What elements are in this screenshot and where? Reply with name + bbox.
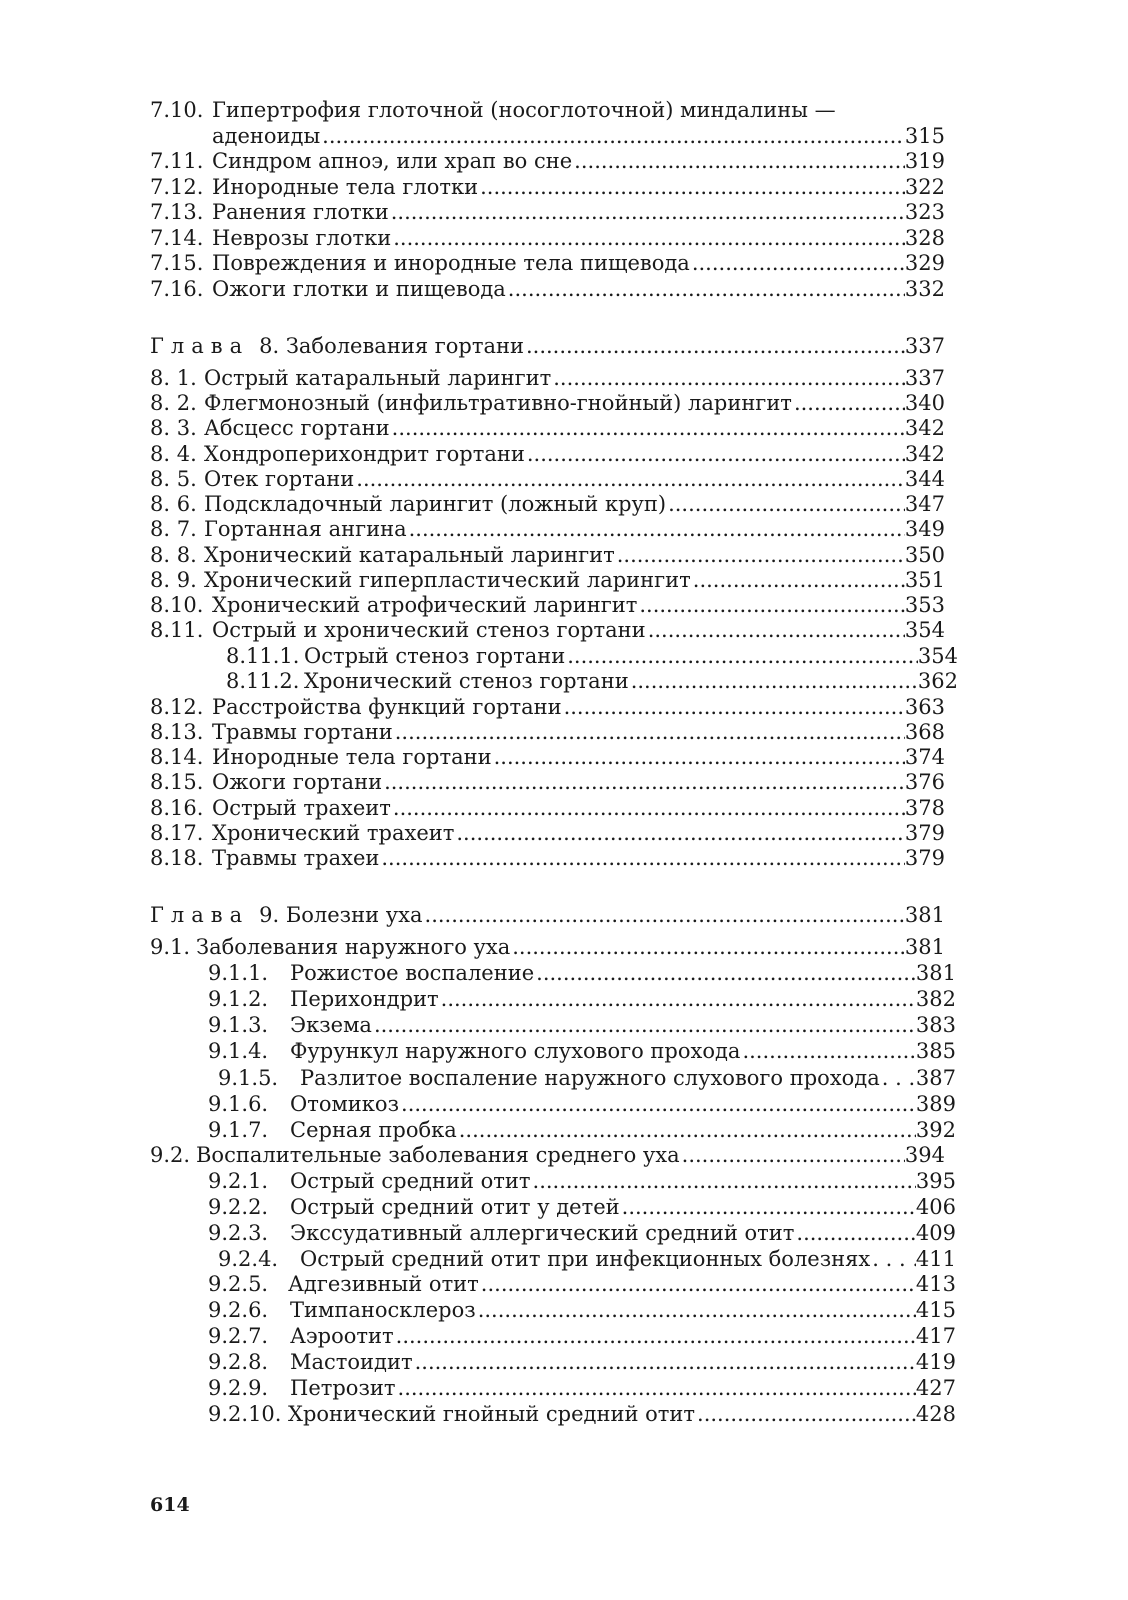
toc-entry-page: 378: [904, 796, 945, 820]
toc-entry-number: 8.15.: [150, 770, 204, 794]
toc-entry: [208, 1038, 956, 1064]
toc-entry-page: 406: [915, 1195, 956, 1219]
toc-entry: [208, 960, 956, 986]
toc-entry-title: Гортанная ангина: [204, 517, 407, 541]
toc-entry-page: 332: [904, 277, 945, 301]
toc-entry-title: Острый средний отит у детей: [290, 1195, 620, 1219]
toc-entry: [208, 1271, 956, 1297]
toc-entry-page: 417: [915, 1324, 956, 1348]
toc-entry-number: 8.18.: [150, 846, 204, 870]
toc-entry-number: 8. 7.: [150, 517, 197, 541]
dot-leader: [526, 333, 905, 359]
dot-leader: [392, 415, 905, 441]
toc-entry-number: 8. 2.: [150, 391, 197, 415]
chapter-page: 381: [904, 903, 945, 927]
toc-entry-number: 9.1.7.: [208, 1118, 269, 1142]
toc-entry-page: 409: [915, 1221, 956, 1245]
toc-entry-title: Хронический гиперпластический ларингит: [204, 568, 691, 592]
toc-entry-page: 376: [904, 770, 945, 794]
toc-entry-number: 9.2.10.: [208, 1402, 282, 1426]
dot-leader: [536, 960, 916, 986]
toc-entry: [208, 1168, 956, 1194]
toc-entry-number: 8.14.: [150, 745, 204, 769]
page-number: 614: [150, 1494, 190, 1516]
toc-entry: [208, 986, 956, 1012]
toc-entry-title: Ранения глотки: [212, 200, 389, 224]
toc-entry-number: 8.13.: [150, 720, 204, 744]
toc-entry-title: Мастоидит: [290, 1350, 413, 1374]
toc-entry-page: 379: [904, 821, 945, 845]
toc-entry: [150, 542, 945, 568]
dot-leader: [381, 845, 905, 871]
toc-entry-page: 329: [904, 251, 945, 275]
toc-entry-page: 374: [904, 745, 945, 769]
toc-entry: [150, 934, 945, 960]
toc-entry-page: 392: [915, 1118, 956, 1142]
toc-entry-page: 394: [904, 1143, 945, 1167]
toc-entry-page: 340: [904, 391, 945, 415]
dot-leader: [682, 1142, 905, 1168]
chapter-label: Глава: [150, 334, 250, 358]
toc-entry-page: 322: [904, 175, 945, 199]
dot-leader: [553, 365, 905, 391]
toc-entry-number: 7.13.: [150, 200, 204, 224]
toc-entry-number: 8. 3.: [150, 416, 197, 440]
toc-entry: [150, 491, 945, 517]
toc-entry-number: 7.11.: [150, 149, 204, 173]
toc-entry-page: 323: [904, 200, 945, 224]
toc-entry-number: 8. 6.: [150, 492, 197, 516]
toc-entry-title: Разлитое воспаление наружного слухового прохода: [300, 1066, 880, 1090]
toc-entry-number: 9.2.6.: [208, 1298, 269, 1322]
toc-entry-number: 9.2.1.: [208, 1169, 269, 1193]
dot-leader: [564, 694, 905, 720]
toc-entry-number: 8. 5.: [150, 467, 197, 491]
toc-entry-number: 8. 4.: [150, 442, 197, 466]
toc-entry: [208, 1012, 956, 1038]
toc-entry-number: 9.2.: [150, 1143, 191, 1167]
dot-leader: [401, 1091, 916, 1117]
toc-entry-title: Хронический гнойный средний отит: [288, 1402, 696, 1426]
dot-leader: [395, 719, 905, 745]
dot-leader: [622, 1194, 916, 1220]
toc-entry-page: 428: [915, 1402, 956, 1426]
toc-entry: [150, 250, 945, 276]
toc-entry-page: 381: [915, 961, 956, 985]
toc-entry-title: Хондроперихондрит гортани: [204, 442, 525, 466]
toc-entry-number: 8.12.: [150, 695, 204, 719]
dot-leader: [527, 441, 905, 467]
toc-entry-title: Хронический стеноз гортани: [304, 669, 629, 693]
toc-entry-title: Ожоги гортани: [212, 770, 383, 794]
toc-entry-page: 381: [904, 935, 945, 959]
toc-entry-page: 354: [917, 644, 958, 668]
dot-leader: [794, 390, 905, 416]
chapter-page: 337: [904, 334, 945, 358]
dot-leader: [574, 148, 905, 174]
toc-entry-title: Экссудативный аллергический средний отит: [290, 1221, 795, 1245]
toc-entry: [150, 592, 945, 618]
toc-entry-page: 363: [904, 695, 945, 719]
toc-entry-title: Серная пробка: [290, 1118, 457, 1142]
toc-entry: [150, 466, 945, 492]
toc-entry-title: Травмы трахеи: [212, 846, 380, 870]
toc-entry: [218, 1246, 956, 1272]
toc-entry: [150, 795, 945, 821]
dot-leader: [639, 592, 905, 618]
dot-leader: [494, 744, 905, 770]
dot-leader: [441, 986, 916, 1012]
toc-entry: [150, 276, 945, 302]
toc-entry-page: 337: [904, 366, 945, 390]
toc-entry-number: 9.2.9.: [208, 1376, 269, 1400]
toc-entry-title: Травмы гортани: [212, 720, 393, 744]
toc-entry-page: 389: [915, 1092, 956, 1116]
toc-entry-number: 7.14.: [150, 226, 204, 250]
toc-entry-title: Неврозы глотки: [212, 226, 392, 250]
toc-entry: [226, 668, 958, 694]
toc-entry-page: 344: [904, 467, 945, 491]
toc-entry-number: 9.1.: [150, 935, 191, 959]
toc-entry: [150, 769, 945, 795]
toc-entry-title: Рожистое воспаление: [290, 961, 535, 985]
toc-entry-number: 8.11.2.: [226, 669, 300, 693]
toc-entry: [150, 365, 945, 391]
dot-leader: [533, 1168, 916, 1194]
dot-leader: [393, 225, 905, 251]
toc-entry-title: Гипертрофия глоточной (носоглоточной) миндалины —: [212, 98, 836, 122]
toc-entry: [208, 1323, 956, 1349]
dot-leader: [617, 542, 905, 568]
toc-entry-title: Флегмонозный (инфильтративно-гнойный) ларингит: [204, 391, 792, 415]
toc-entry-title: Острый средний отит при инфекционных болезнях: [300, 1247, 871, 1271]
toc-entry-title: Острый катаральный ларингит: [204, 366, 552, 390]
toc-entry-title: аденоиды: [212, 124, 321, 148]
dot-leader: [882, 1065, 916, 1091]
toc-entry-page: 349: [904, 517, 945, 541]
toc-entry-number: 7.16.: [150, 277, 204, 301]
toc-entry-title: Перихондрит: [290, 987, 439, 1011]
toc-entry-title: Острый средний отит: [290, 1169, 531, 1193]
toc-entry: [208, 1220, 956, 1246]
dot-leader: [391, 199, 905, 225]
dot-leader: [393, 795, 905, 821]
toc-entry-page: 328: [904, 226, 945, 250]
dot-leader: [396, 1323, 916, 1349]
chapter-label: Глава: [150, 903, 250, 927]
chapter-title: 8. Заболевания гортани: [259, 334, 524, 358]
toc-entry-page: 319: [904, 149, 945, 173]
toc-entry-number: 9.2.2.: [208, 1195, 269, 1219]
toc-entry: [150, 441, 945, 467]
toc-entry-title: Хронический катаральный ларингит: [204, 543, 615, 567]
toc-entry-number: 8. 1.: [150, 366, 197, 390]
toc-entry-title: Адгезивный отит: [288, 1272, 479, 1296]
toc-entry: [212, 123, 945, 149]
toc-entry-number: 8.11.: [150, 618, 204, 642]
toc-entry-title: Фурункул наружного слухового прохода: [290, 1039, 741, 1063]
toc-entry-title: Хронический трахеит: [212, 821, 455, 845]
dot-leader: [693, 567, 905, 593]
toc-entry-title: Заболевания наружного уха: [196, 935, 511, 959]
toc-entry-number: 8. 9.: [150, 568, 197, 592]
toc-entry: [208, 1194, 956, 1220]
dot-leader: [512, 934, 905, 960]
toc-entry-page: 382: [915, 987, 956, 1011]
dot-leader: [459, 1117, 916, 1143]
toc-entry: [150, 199, 945, 225]
toc-entry: [150, 617, 945, 643]
toc-entry: [150, 567, 945, 593]
toc-entry-title: Повреждения и инородные тела пищевода: [212, 251, 690, 275]
toc-entry-title: Синдром апноэ, или храп во сне: [212, 149, 573, 173]
dot-leader: [631, 668, 918, 694]
toc-entry-number: 9.2.3.: [208, 1221, 269, 1245]
dot-leader: [872, 1246, 916, 1272]
chapter-heading: [150, 333, 945, 359]
toc-entry-title: Инородные тела глотки: [212, 175, 479, 199]
dot-leader: [692, 250, 905, 276]
toc-entry-page: 383: [915, 1013, 956, 1037]
dot-leader: [508, 276, 905, 302]
dot-leader: [481, 1271, 916, 1297]
toc-entry-number: 9.2.8.: [208, 1350, 269, 1374]
toc-entry-title: Острый трахеит: [212, 796, 391, 820]
toc-entry-title: Острый стеноз гортани: [304, 644, 566, 668]
toc-entry: [150, 225, 945, 251]
toc-entry-title: Расстройства функций гортани: [212, 695, 562, 719]
toc-entry: [208, 1091, 956, 1117]
toc-entry: [150, 174, 945, 200]
toc-entry-number: 9.2.4.: [218, 1247, 279, 1271]
toc-entry: [218, 1065, 956, 1091]
toc-entry: [208, 1349, 956, 1375]
toc-entry: [226, 643, 958, 669]
toc-entry: [208, 1117, 956, 1143]
dot-leader: [697, 1401, 916, 1427]
toc-entry-page: 350: [904, 543, 945, 567]
toc-entry-number: 8.11.1.: [226, 644, 300, 668]
toc-entry-number: 9.1.4.: [208, 1039, 269, 1063]
dot-leader: [742, 1038, 915, 1064]
toc-entry-page: 427: [915, 1376, 956, 1400]
toc-entry: [150, 845, 945, 871]
dot-leader: [415, 1349, 916, 1375]
toc-entry-title: Острый и хронический стеноз гортани: [212, 618, 646, 642]
toc-entry-page: 411: [915, 1247, 956, 1271]
toc-entry-page: 387: [915, 1066, 956, 1090]
toc-entry-number: 8.10.: [150, 593, 204, 617]
dot-leader: [648, 617, 905, 643]
dot-leader: [384, 769, 905, 795]
dot-leader: [356, 466, 905, 492]
toc-entry-page: 385: [915, 1039, 956, 1063]
toc-entry-number: 8.16.: [150, 796, 204, 820]
toc-entry-title: Экзема: [290, 1013, 372, 1037]
toc-entry: [208, 1297, 956, 1323]
toc-entry-number: 7.12.: [150, 175, 204, 199]
chapter-heading: [150, 902, 945, 928]
toc-entry: [150, 694, 945, 720]
toc-entry: [150, 719, 945, 745]
toc-entry-number: 9.2.7.: [208, 1324, 269, 1348]
toc-entry-page: 413: [915, 1272, 956, 1296]
toc-entry-number: 7.10.: [150, 98, 204, 122]
toc-entry-title: Отек гортани: [204, 467, 355, 491]
dot-leader: [668, 491, 905, 517]
toc-entry-number: 7.15.: [150, 251, 204, 275]
dot-leader: [478, 1297, 916, 1323]
dot-leader: [409, 516, 905, 542]
dot-leader: [796, 1220, 916, 1246]
toc-entry-page: 354: [904, 618, 945, 642]
toc-entry: [150, 97, 950, 123]
toc-entry-number: 9.1.3.: [208, 1013, 269, 1037]
toc-entry-title: Ожоги глотки и пищевода: [212, 277, 506, 301]
toc-entry-number: 9.1.5.: [218, 1066, 279, 1090]
toc-entry-page: 415: [915, 1298, 956, 1322]
dot-leader: [322, 123, 905, 149]
toc-entry-title: Воспалительные заболевания среднего уха: [196, 1143, 680, 1167]
toc-entry-title: Абсцесс гортани: [204, 416, 390, 440]
chapter-title: 9. Болезни уха: [259, 903, 423, 927]
toc-entry-title: Подскладочный ларингит (ложный круп): [204, 492, 667, 516]
toc-entry-page: 351: [904, 568, 945, 592]
toc-entry: [208, 1401, 956, 1427]
toc-entry-page: 379: [904, 846, 945, 870]
toc-entry-number: 9.1.1.: [208, 961, 269, 985]
toc-entry: [150, 820, 945, 846]
toc-entry: [150, 516, 945, 542]
dot-leader: [398, 1375, 916, 1401]
toc-entry-title: Хронический атрофический ларингит: [212, 593, 638, 617]
toc-entry-title: Аэроотит: [290, 1324, 394, 1348]
toc-entry-page: 315: [904, 124, 945, 148]
toc-entry-title: Инородные тела гортани: [212, 745, 492, 769]
toc-entry-page: 362: [917, 669, 958, 693]
toc-entry-page: 368: [904, 720, 945, 744]
toc-entry: [150, 415, 945, 441]
toc-entry-number: 9.1.2.: [208, 987, 269, 1011]
toc-entry: [208, 1375, 956, 1401]
toc-entry-page: 353: [904, 593, 945, 617]
toc-entry-title: Тимпаносклероз: [290, 1298, 476, 1322]
dot-leader: [567, 643, 918, 669]
dot-leader: [425, 902, 905, 928]
toc-entry-title: Петрозит: [290, 1376, 396, 1400]
toc-entry: [150, 744, 945, 770]
dot-leader: [374, 1012, 916, 1038]
dot-leader: [456, 820, 905, 846]
toc-entry-page: 342: [904, 442, 945, 466]
dot-leader: [480, 174, 905, 200]
toc-entry-page: 419: [915, 1350, 956, 1374]
toc-entry: [150, 390, 945, 416]
toc-entry-page: 347: [904, 492, 945, 516]
toc-entry: [150, 1142, 945, 1168]
toc-entry-page: 395: [915, 1169, 956, 1193]
toc-entry: [150, 148, 945, 174]
toc-entry-page: 342: [904, 416, 945, 440]
toc-entry-number: 8. 8.: [150, 543, 197, 567]
toc-entry-number: 8.17.: [150, 821, 204, 845]
toc-entry-title: Отомикоз: [290, 1092, 400, 1116]
toc-entry-number: 9.1.6.: [208, 1092, 269, 1116]
toc-entry-number: 9.2.5.: [208, 1272, 269, 1296]
